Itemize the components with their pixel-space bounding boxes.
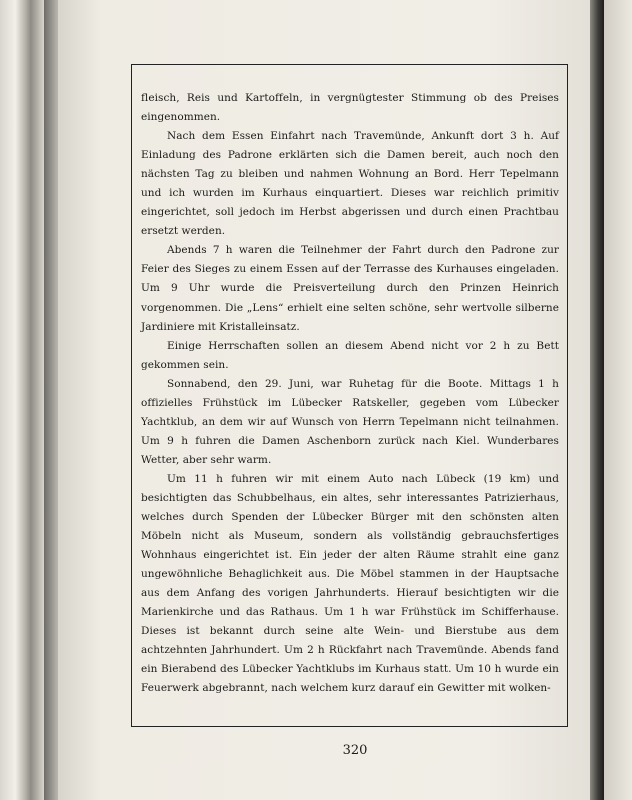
paragraph-4: Einige Herrschaften sollen an diesem Abend nicht vor 2 h zu Bett gekommen sein. [141, 339, 559, 371]
paragraph-6: Um 11 h fuhren wir mit einem Auto nach Lübeck (19 km) und besichtigten das Schubbelhaus, ein altes, sehr interessantes Patrizierhaus, welches durch Spenden der Lübecker Bürger mit den schönsten alten Möbeln nicht als Museum, sondern als vollständig gebrauchsfertiges Wohnhaus eingerichtet ist. Ein jeder der alten Räume strahlt eine ganz ungewöhnliche Behaglichkeit aus. Die Möbel stammen in der Hauptsache aus dem Anfang des vorigen Jahrhunderts. Hierauf besichtigten wir die Marienkirche und das Rathaus. Um 1 h war Frühstück im Schifferhause. Dieses ist bekannt durch seine alte Wein- und Bierstube aus dem achtzehnten Jahrhundert. Um 2 h Rückfahrt nach Travemünde. Abends fand ein Bierabend des Lübecker Yachtklubs im Kurhaus statt. Um 10 h wurde ein Feuerwerk abgebrannt, nach welchem kurz darauf ein Gewitter mit wolken- [141, 472, 559, 695]
adjacent-pages-edge [0, 0, 44, 800]
paragraph-1: fleisch, Reis und Kartoffeln, in vergnügtester Stimmung ob des Preises eingenommen. [141, 92, 559, 124]
paragraph-5: Sonnabend, den 29. Juni, war Ruhetag für die Boote. Mittags 1 h offizielles Frühstück im Lübecker Ratskeller, gegeben vom Lübecker Yachtklub, an dem wir auf Wunsch von Herrn Tepelmann nicht teilnahmen. Um 9 h fuhren die Damen Aschenborn zurück nach Kiel. Wunderbares Wetter, aber sehr warm. [141, 377, 559, 466]
book-gutter [590, 0, 604, 800]
paragraph-2: Nach dem Essen Einfahrt nach Travemünde, Ankunft dort 3 h. Auf Einladung des Padrone erklärten sich die Damen bereit, auch noch den nächsten Tag zu bleiben und nahmen Wohnung an Bord. Herr Tepelmann und ich wurden im Kurhaus einquartiert. Dieses war reichlich primitiv eingerichtet, soll jedoch im Herbst abgerissen und durch einen Prachtbau ersetzt werden. [141, 130, 559, 238]
paragraph-3: Abends 7 h waren die Teilnehmer der Fahrt durch den Padrone zur Feier des Sieges zu einem Essen auf der Terrasse des Kurhauses eingeladen. Um 9 Uhr wurde die Preisverteilung durch den Prinzen Heinrich vorgenommen. Die „Lens“ erhielt eine selten schöne, sehr wertvolle silberne Jardiniere mit Kristalleinsatz. [141, 244, 559, 333]
page-text [141, 89, 559, 699]
facing-page-edge [604, 0, 632, 800]
page-number: 320 [342, 743, 368, 758]
